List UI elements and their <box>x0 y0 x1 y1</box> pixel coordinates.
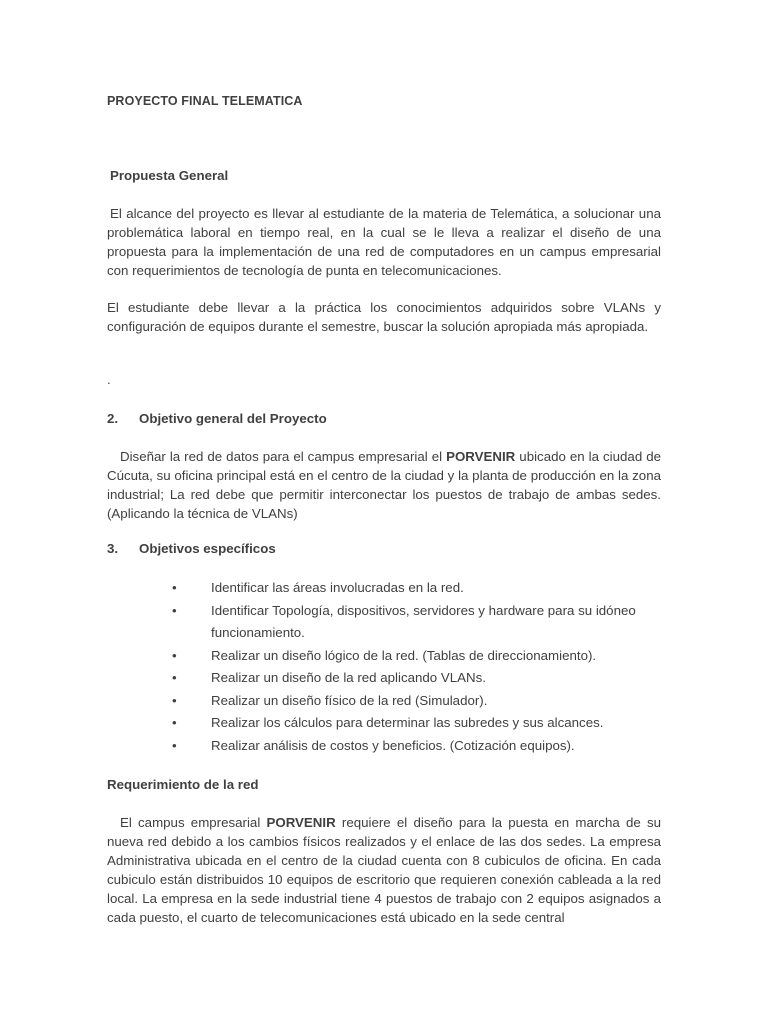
section-3-heading <box>107 541 276 556</box>
company-name-bold: PORVENIR <box>446 449 516 464</box>
requirement-text-before: El campus empresarial <box>120 815 267 830</box>
bullet-icon: • <box>172 580 177 595</box>
requirement-paragraph <box>107 813 661 927</box>
general-paragraph-2 <box>107 298 661 336</box>
general-paragraph-2-text: El estudiante debe llevar a la práctica los conocimientos adquiridos sobre VLANs y configuración de equipos durante el semestre, buscar la solución apropiada más apropiada. <box>107 300 661 334</box>
company-name-bold: PORVENIR <box>266 815 336 830</box>
list-item-text: Identificar Topología, dispositivos, servidores y hardware para su idóneo funcionamiento. <box>211 602 636 640</box>
objectives-list <box>172 577 662 757</box>
requirement-text-after: requiere el diseño para la puesta en marcha de su nueva red debido a los cambios físicos realizados y el enlace de las dos sedes. La empresa Administrativa ubicada en el centro de la ciudad cuenta con 8 cubiculos de oficina. En cada cubiculo están distribuidos 10 equipos de escritorio que requieren conexión cableada a la red local. La empresa en la sede industrial tiene 4 puestos de trabajo con 2 equipos asignados a cada puesto, el cuarto de telecomunicaciones está ubicado en la sede central <box>107 815 661 925</box>
section-3-number: 3. <box>107 541 119 556</box>
section-2-heading <box>107 411 327 426</box>
section-2-text <box>107 447 661 523</box>
section-2-paragraph <box>107 447 661 523</box>
list-item-text: Identificar las áreas involucradas en la red. <box>211 580 464 595</box>
list-item-text: Realizar un diseño físico de la red (Simulador). <box>211 692 488 708</box>
bullet-icon: • <box>172 715 177 730</box>
requirement-heading: Requerimiento de la red <box>107 777 259 792</box>
list-item-text: Realizar un diseño de la red aplicando VLANs. <box>211 670 486 685</box>
list-item-text: Realizar análisis de costos y beneficios. (Cotización equipos). <box>211 737 575 753</box>
list-item <box>172 600 662 645</box>
document-title: PROYECTO FINAL TELEMATICA <box>107 94 303 108</box>
section-2-text-after: ubicado en la ciudad de Cúcuta, su oficina principal está en el centro de la ciudad y la planta de producción en la zona industrial; La red debe que permitir interconectar los puestos de trabajo de ambas sedes. (Aplicando la técnica de VLANs) <box>107 449 662 521</box>
list-item <box>172 690 662 713</box>
section-2-text-before: Diseñar la red de datos para el campus empresarial el <box>120 449 447 464</box>
list-item-text: Realizar los cálculos para determinar las subredes y sus alcances. <box>211 715 604 730</box>
list-item <box>172 577 662 600</box>
list-item <box>172 667 662 690</box>
general-paragraph-1-text: El alcance del proyecto es llevar al estudiante de la materia de Telemática, a solucionar una problemática laboral en tiempo real, en la cual se le lleva a realizar el diseño de una propuesta para la implementación de una red de computadores en un campus empresarial con requerimientos de tecnología de punta en telecomunicaciones. <box>107 206 661 278</box>
list-item <box>172 735 662 758</box>
bullet-icon: • <box>172 670 177 685</box>
section-2-title: Objetivo general del Proyecto <box>139 411 327 426</box>
bullet-icon: • <box>172 737 177 753</box>
list-item <box>172 645 662 668</box>
bullet-icon: • <box>172 647 177 663</box>
section-3-title: Objetivos específicos <box>139 541 276 556</box>
section-2-number: 2. <box>107 411 119 426</box>
list-item <box>172 712 662 735</box>
separator-dot: . <box>107 372 111 387</box>
list-item-text: Realizar un diseño lógico de la red. (Tablas de direccionamiento). <box>211 647 597 663</box>
general-paragraph-1 <box>107 204 661 280</box>
general-heading: Propuesta General <box>110 168 229 183</box>
bullet-icon: • <box>172 602 177 618</box>
bullet-icon: • <box>172 692 177 708</box>
requirement-text <box>107 813 661 927</box>
